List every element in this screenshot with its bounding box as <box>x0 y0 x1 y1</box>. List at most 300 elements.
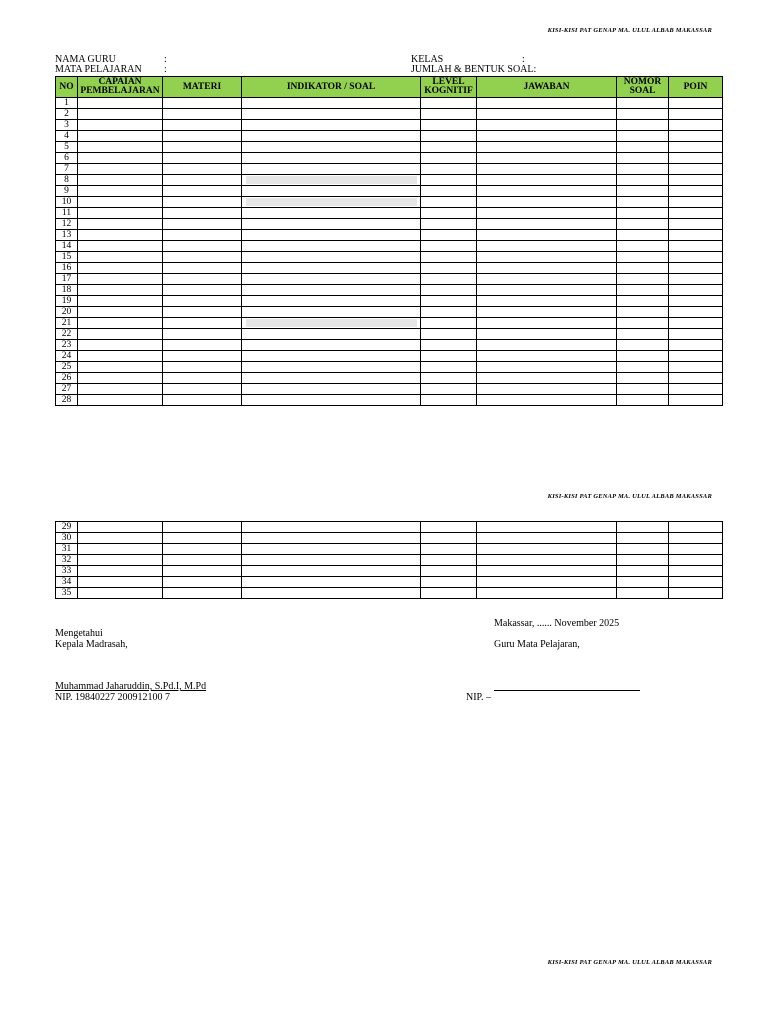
cell-poin <box>669 175 723 186</box>
table-row <box>56 395 723 406</box>
cell-no: 14 <box>56 241 78 252</box>
table-row <box>56 307 723 318</box>
cell-level <box>421 340 477 351</box>
cell-jawaban <box>477 395 617 406</box>
cell-level <box>421 285 477 296</box>
cell-materi <box>163 296 242 307</box>
cell-indikator <box>242 120 421 131</box>
cell-no: 25 <box>56 362 78 373</box>
cell-jawaban <box>477 263 617 274</box>
cell-poin <box>669 577 723 588</box>
cell-capaian <box>78 131 163 142</box>
cell-level <box>421 274 477 285</box>
cell-jawaban <box>477 340 617 351</box>
cell-materi <box>163 164 242 175</box>
cell-indikator <box>242 175 421 186</box>
cell-jawaban <box>477 153 617 164</box>
cell-capaian <box>78 175 163 186</box>
running-header: KISI-KISI PAT GENAP MA. ULUL ALBAB MAKASSAR <box>547 493 712 500</box>
cell-capaian <box>78 285 163 296</box>
cell-materi <box>163 522 242 533</box>
cell-jawaban <box>477 373 617 384</box>
cell-no: 22 <box>56 329 78 340</box>
cell-no: 23 <box>56 340 78 351</box>
cell-materi <box>163 340 242 351</box>
cell-level <box>421 318 477 329</box>
cell-level <box>421 175 477 186</box>
cell-nomor <box>617 555 669 566</box>
cell-jawaban <box>477 142 617 153</box>
cell-materi <box>163 153 242 164</box>
cell-level <box>421 142 477 153</box>
table-row <box>56 164 723 175</box>
guru-mata-pelajaran-text: Guru Mata Pelajaran, <box>494 639 580 650</box>
cell-capaian <box>78 208 163 219</box>
cell-materi <box>163 98 242 109</box>
cell-capaian <box>78 120 163 131</box>
cell-nomor <box>617 588 669 599</box>
cell-nomor <box>617 384 669 395</box>
cell-poin <box>669 395 723 406</box>
cell-no: 30 <box>56 533 78 544</box>
running-header: KISI-KISI PAT GENAP MA. ULUL ALBAB MAKASSAR <box>547 27 712 34</box>
table-body <box>56 98 723 406</box>
cell-level <box>421 252 477 263</box>
cell-no: 4 <box>56 131 78 142</box>
mata-pelajaran-colon: : <box>164 64 167 75</box>
cell-poin <box>669 274 723 285</box>
cell-level <box>421 153 477 164</box>
cell-nomor <box>617 274 669 285</box>
cell-no: 13 <box>56 230 78 241</box>
cell-jawaban <box>477 197 617 208</box>
cell-poin <box>669 109 723 120</box>
cell-level <box>421 230 477 241</box>
cell-materi <box>163 362 242 373</box>
cell-materi <box>163 263 242 274</box>
cell-capaian <box>78 274 163 285</box>
kelas-colon: : <box>522 54 525 65</box>
cell-level <box>421 131 477 142</box>
cell-indikator <box>242 577 421 588</box>
cell-nomor <box>617 175 669 186</box>
cell-capaian <box>78 164 163 175</box>
cell-poin <box>669 131 723 142</box>
cell-level <box>421 208 477 219</box>
cell-indikator <box>242 318 421 329</box>
table-row <box>56 252 723 263</box>
cell-jawaban <box>477 241 617 252</box>
cell-indikator <box>242 186 421 197</box>
cell-poin <box>669 329 723 340</box>
cell-nomor <box>617 197 669 208</box>
cell-materi <box>163 318 242 329</box>
cell-poin <box>669 164 723 175</box>
nama-guru-colon: : <box>164 54 167 65</box>
cell-indikator <box>242 131 421 142</box>
cell-level <box>421 522 477 533</box>
cell-poin <box>669 263 723 274</box>
cell-materi <box>163 373 242 384</box>
cell-nomor <box>617 340 669 351</box>
table-row <box>56 241 723 252</box>
cell-capaian <box>78 142 163 153</box>
cell-nomor <box>617 544 669 555</box>
cell-level <box>421 296 477 307</box>
cell-jawaban <box>477 296 617 307</box>
cell-jawaban <box>477 186 617 197</box>
cell-materi <box>163 351 242 362</box>
guru-nip: NIP. – <box>466 692 492 703</box>
cell-capaian <box>78 329 163 340</box>
cell-materi <box>163 285 242 296</box>
cell-no: 17 <box>56 274 78 285</box>
cell-level <box>421 384 477 395</box>
cell-indikator <box>242 109 421 120</box>
cell-nomor <box>617 208 669 219</box>
cell-jawaban <box>477 208 617 219</box>
table-row <box>56 533 723 544</box>
cell-nomor <box>617 219 669 230</box>
cell-capaian <box>78 219 163 230</box>
cell-capaian <box>78 98 163 109</box>
cell-poin <box>669 384 723 395</box>
cell-poin <box>669 307 723 318</box>
header-no: NO <box>56 77 78 98</box>
cell-indikator <box>242 285 421 296</box>
cell-poin <box>669 555 723 566</box>
cell-no: 2 <box>56 109 78 120</box>
cell-nomor <box>617 577 669 588</box>
cell-level <box>421 351 477 362</box>
cell-capaian <box>78 307 163 318</box>
cell-poin <box>669 120 723 131</box>
cell-no: 35 <box>56 588 78 599</box>
table-row <box>56 153 723 164</box>
table-row <box>56 197 723 208</box>
cell-jawaban <box>477 274 617 285</box>
header-level-kognitif: LEVEL KOGNITIF <box>421 77 477 98</box>
cell-poin <box>669 285 723 296</box>
cell-no: 5 <box>56 142 78 153</box>
cell-level <box>421 566 477 577</box>
cell-jawaban <box>477 566 617 577</box>
cell-materi <box>163 274 242 285</box>
cell-materi <box>163 230 242 241</box>
cell-jawaban <box>477 351 617 362</box>
nama-guru-label: NAMA GURU <box>55 54 116 65</box>
table-row <box>56 329 723 340</box>
cell-poin <box>669 544 723 555</box>
table-row <box>56 175 723 186</box>
cell-indikator <box>242 566 421 577</box>
cell-level <box>421 263 477 274</box>
table-row <box>56 318 723 329</box>
cell-jawaban <box>477 384 617 395</box>
cell-nomor <box>617 263 669 274</box>
cell-poin <box>669 373 723 384</box>
table-row <box>56 142 723 153</box>
table-row <box>56 131 723 142</box>
kisi-kisi-table <box>55 76 723 406</box>
cell-indikator <box>242 588 421 599</box>
table-row <box>56 274 723 285</box>
cell-no: 10 <box>56 197 78 208</box>
cell-capaian <box>78 252 163 263</box>
cell-jawaban <box>477 555 617 566</box>
table-body <box>56 522 723 599</box>
cell-level <box>421 533 477 544</box>
cell-capaian <box>78 395 163 406</box>
cell-materi <box>163 577 242 588</box>
cell-capaian <box>78 186 163 197</box>
cell-no: 1 <box>56 98 78 109</box>
info-mata-pelajaran <box>55 65 142 75</box>
cell-no: 32 <box>56 555 78 566</box>
cell-indikator <box>242 384 421 395</box>
cell-jawaban <box>477 175 617 186</box>
cell-materi <box>163 384 242 395</box>
cell-jawaban <box>477 98 617 109</box>
cell-indikator <box>242 340 421 351</box>
cell-capaian <box>78 577 163 588</box>
cell-no: 16 <box>56 263 78 274</box>
table-row <box>56 555 723 566</box>
cell-poin <box>669 533 723 544</box>
cell-level <box>421 219 477 230</box>
cell-indikator <box>242 142 421 153</box>
cell-nomor <box>617 318 669 329</box>
cell-poin <box>669 340 723 351</box>
cell-no: 18 <box>56 285 78 296</box>
cell-indikator <box>242 307 421 318</box>
cell-capaian <box>78 230 163 241</box>
cell-indikator <box>242 252 421 263</box>
cell-indikator <box>242 164 421 175</box>
cell-nomor <box>617 533 669 544</box>
cell-no: 33 <box>56 566 78 577</box>
cell-nomor <box>617 153 669 164</box>
cell-materi <box>163 120 242 131</box>
cell-level <box>421 186 477 197</box>
cell-materi <box>163 555 242 566</box>
cell-indikator <box>242 274 421 285</box>
cell-jawaban <box>477 219 617 230</box>
cell-level <box>421 329 477 340</box>
cell-poin <box>669 522 723 533</box>
cell-capaian <box>78 153 163 164</box>
cell-level <box>421 109 477 120</box>
table-row <box>56 219 723 230</box>
cell-capaian <box>78 197 163 208</box>
cell-no: 6 <box>56 153 78 164</box>
cell-capaian <box>78 109 163 120</box>
mengetahui-text: Mengetahui <box>55 628 103 639</box>
cell-indikator <box>242 544 421 555</box>
cell-level <box>421 577 477 588</box>
cell-jawaban <box>477 307 617 318</box>
cell-indikator <box>242 98 421 109</box>
table-header-row <box>56 77 723 98</box>
cell-indikator <box>242 241 421 252</box>
cell-nomor <box>617 296 669 307</box>
kepala-madrasah-name: Muhammad Jaharuddin, S.Pd.I, M.Pd <box>55 681 207 692</box>
cell-no: 27 <box>56 384 78 395</box>
cell-indikator <box>242 219 421 230</box>
cell-jawaban <box>477 285 617 296</box>
cell-jawaban <box>477 318 617 329</box>
cell-materi <box>163 252 242 263</box>
cell-capaian <box>78 296 163 307</box>
cell-jawaban <box>477 230 617 241</box>
cell-jawaban <box>477 120 617 131</box>
cell-capaian <box>78 340 163 351</box>
cell-level <box>421 241 477 252</box>
cell-materi <box>163 533 242 544</box>
cell-poin <box>669 219 723 230</box>
table-row <box>56 351 723 362</box>
table-row <box>56 120 723 131</box>
cell-indikator <box>242 373 421 384</box>
cell-poin <box>669 362 723 373</box>
cell-poin <box>669 318 723 329</box>
cell-level <box>421 395 477 406</box>
cell-jawaban <box>477 252 617 263</box>
cell-poin <box>669 241 723 252</box>
cell-indikator <box>242 555 421 566</box>
cell-no: 3 <box>56 120 78 131</box>
cell-no: 29 <box>56 522 78 533</box>
cell-nomor <box>617 142 669 153</box>
cell-poin <box>669 142 723 153</box>
header-indikator-soal: INDIKATOR / SOAL <box>242 77 421 98</box>
kepala-madrasah-text: Kepala Madrasah, <box>55 639 128 650</box>
cell-nomor <box>617 351 669 362</box>
table-row <box>56 98 723 109</box>
cell-poin <box>669 197 723 208</box>
cell-indikator <box>242 522 421 533</box>
cell-materi <box>163 219 242 230</box>
cell-poin <box>669 566 723 577</box>
cell-indikator <box>242 153 421 164</box>
cell-indikator <box>242 351 421 362</box>
cell-indikator <box>242 533 421 544</box>
cell-materi <box>163 186 242 197</box>
cell-jawaban <box>477 109 617 120</box>
cell-no: 12 <box>56 219 78 230</box>
table-row <box>56 362 723 373</box>
cell-indikator <box>242 197 421 208</box>
table-row <box>56 285 723 296</box>
cell-capaian <box>78 555 163 566</box>
cell-nomor <box>617 373 669 384</box>
cell-no: 7 <box>56 164 78 175</box>
table-row <box>56 208 723 219</box>
cell-jawaban <box>477 164 617 175</box>
table-row <box>56 577 723 588</box>
cell-poin <box>669 208 723 219</box>
cell-capaian <box>78 263 163 274</box>
cell-nomor <box>617 230 669 241</box>
cell-indikator <box>242 208 421 219</box>
cell-no: 21 <box>56 318 78 329</box>
cell-poin <box>669 153 723 164</box>
cell-jawaban <box>477 544 617 555</box>
table-row <box>56 263 723 274</box>
cell-nomor <box>617 241 669 252</box>
signature-line <box>494 690 640 691</box>
cell-indikator <box>242 395 421 406</box>
mata-pelajaran-label: MATA PELAJARAN <box>55 64 142 75</box>
cell-materi <box>163 142 242 153</box>
cell-indikator <box>242 263 421 274</box>
cell-indikator <box>242 296 421 307</box>
header-nomor-soal: NOMOR SOAL <box>617 77 669 98</box>
cell-no: 28 <box>56 395 78 406</box>
table-row <box>56 296 723 307</box>
cell-level <box>421 588 477 599</box>
cell-jawaban <box>477 577 617 588</box>
cell-no: 19 <box>56 296 78 307</box>
cell-materi <box>163 544 242 555</box>
cell-nomor <box>617 186 669 197</box>
cell-jawaban <box>477 533 617 544</box>
cell-nomor <box>617 252 669 263</box>
cell-indikator <box>242 362 421 373</box>
cell-capaian <box>78 362 163 373</box>
table-row <box>56 373 723 384</box>
cell-poin <box>669 230 723 241</box>
cell-no: 20 <box>56 307 78 318</box>
table-row <box>56 566 723 577</box>
cell-poin <box>669 296 723 307</box>
cell-nomor <box>617 566 669 577</box>
cell-capaian <box>78 544 163 555</box>
cell-materi <box>163 566 242 577</box>
table-row <box>56 109 723 120</box>
cell-capaian <box>78 384 163 395</box>
cell-nomor <box>617 307 669 318</box>
cell-materi <box>163 175 242 186</box>
table-row <box>56 522 723 533</box>
running-header: KISI-KISI PAT GENAP MA. ULUL ALBAB MAKASSAR <box>547 959 712 966</box>
jumlah-bentuk-soal-label: JUMLAH & BENTUK SOAL: <box>411 64 537 75</box>
kelas-label: KELAS <box>411 54 444 65</box>
cell-level <box>421 307 477 318</box>
table-row <box>56 230 723 241</box>
table-row <box>56 186 723 197</box>
cell-nomor <box>617 522 669 533</box>
cell-level <box>421 555 477 566</box>
cell-level <box>421 197 477 208</box>
kisi-kisi-table-continued <box>55 521 723 599</box>
cell-nomor <box>617 98 669 109</box>
cell-jawaban <box>477 329 617 340</box>
cell-no: 24 <box>56 351 78 362</box>
cell-materi <box>163 208 242 219</box>
cell-level <box>421 373 477 384</box>
cell-no: 15 <box>56 252 78 263</box>
cell-level <box>421 120 477 131</box>
cell-indikator <box>242 230 421 241</box>
cell-nomor <box>617 329 669 340</box>
cell-poin <box>669 186 723 197</box>
cell-capaian <box>78 588 163 599</box>
cell-poin <box>669 252 723 263</box>
cell-level <box>421 164 477 175</box>
cell-capaian <box>78 373 163 384</box>
cell-no: 8 <box>56 175 78 186</box>
